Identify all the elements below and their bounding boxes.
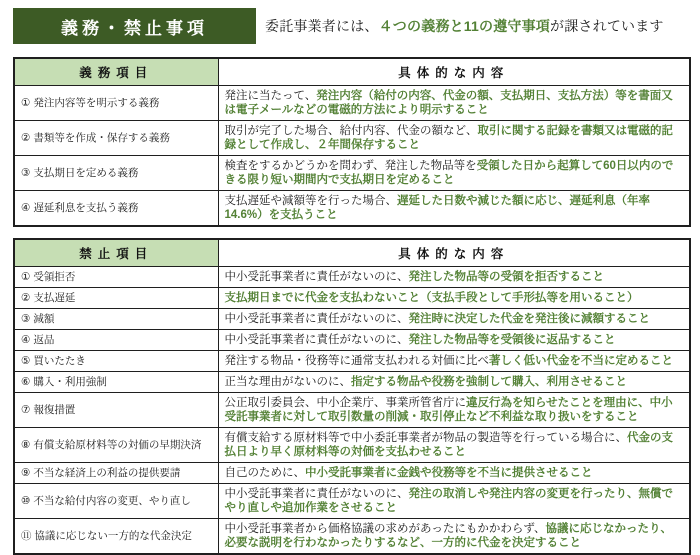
content-cell bbox=[218, 267, 690, 288]
item-cell: ⑩ 不当な給付内容の変更、やり直し bbox=[14, 484, 218, 519]
table-row bbox=[14, 191, 690, 227]
item-cell: ⑧ 有償支給原材料等の対価の早期決済 bbox=[14, 428, 218, 463]
content-highlight-text: 支払期日までに代金を支払わないこと（支払手段として手形払等を用いること） bbox=[224, 292, 639, 304]
content-plain-text: 発注に当たって、 bbox=[224, 90, 317, 102]
table-row bbox=[14, 288, 690, 309]
content-cell bbox=[218, 288, 690, 309]
page-subtitle bbox=[265, 16, 664, 36]
content-cell bbox=[218, 484, 690, 519]
obligations-table-header bbox=[14, 58, 690, 86]
content-plain-text: 中小受託事業者から価格協議の求めがあったにもかかわらず、 bbox=[224, 523, 546, 535]
table-row bbox=[14, 330, 690, 351]
prohibitions-table-header bbox=[14, 239, 690, 267]
table-row bbox=[14, 463, 690, 484]
content-highlight-text: 代金の支払日より早く原材料等の対価を支払わせること bbox=[224, 432, 673, 458]
content-highlight-text: 遅延した日数や減じた額に応じ、遅延利息（年率14.6%）を支払うこと bbox=[224, 195, 650, 221]
content-cell bbox=[218, 428, 690, 463]
content-plain-text: 中小受託事業者に責任がないのに、 bbox=[224, 313, 409, 325]
content-highlight-text: 違反行為を知らせたことを理由に、中小受託事業者に対して取引数量の削減・取引停止など不利益な取り扱いをすること bbox=[224, 397, 673, 423]
header-row bbox=[14, 239, 690, 267]
content-cell bbox=[218, 191, 690, 227]
header-row bbox=[14, 58, 690, 86]
content-plain-text: 支払遅延や減額等を行った場合、 bbox=[224, 195, 397, 207]
prohibitions-content-column-header: 具体的な内容 bbox=[218, 239, 690, 267]
prohibitions-item-column-header: 禁止項目 bbox=[14, 239, 218, 267]
content-highlight-text: 中小受託事業者に金銭や役務等を不当に提供させること bbox=[305, 467, 593, 479]
content-plain-text: 正当な理由がないのに、 bbox=[224, 376, 351, 388]
item-cell: ③ 減額 bbox=[14, 309, 218, 330]
subtitle-prefix: 委託事業者には、 bbox=[265, 18, 379, 34]
obligations-table-body bbox=[14, 86, 690, 227]
item-cell: ⑥ 購入・利用強制 bbox=[14, 372, 218, 393]
content-plain-text: 発注する物品・役務等に通常支払われる対価に比べ bbox=[224, 355, 489, 367]
content-cell bbox=[218, 86, 690, 121]
page-header bbox=[13, 8, 691, 44]
item-cell: ① 受領拒否 bbox=[14, 267, 218, 288]
item-cell: ② 支払遅延 bbox=[14, 288, 218, 309]
item-cell: ⑨ 不当な経済上の利益の提供要請 bbox=[14, 463, 218, 484]
subtitle-suffix: が課されています bbox=[550, 18, 664, 34]
content-highlight-text: 取引に関する記録を書類又は電磁的記録として作成し、２年間保存すること bbox=[224, 125, 673, 151]
item-cell: ④ 返品 bbox=[14, 330, 218, 351]
table-row bbox=[14, 484, 690, 519]
content-highlight-text: 協議に応じなかったり、必要な説明を行わなかったりするなど、一方的に代金を決定すること bbox=[224, 523, 672, 549]
item-cell: ⑪ 協議に応じない一方的な代金決定 bbox=[14, 519, 218, 555]
content-plain-text: 有償支給する原材料等で中小委託事業者が物品の製造等を行っている場合に、 bbox=[224, 432, 627, 444]
item-cell: ① 発注内容等を明示する義務 bbox=[14, 86, 218, 121]
content-cell bbox=[218, 156, 690, 191]
content-plain-text: 中小受託事業者に責任がないのに、 bbox=[224, 334, 409, 346]
content-highlight-text: 指定する物品や役務を強制して購入、利用させること bbox=[351, 376, 627, 388]
content-cell bbox=[218, 519, 690, 555]
table-row bbox=[14, 121, 690, 156]
table-row bbox=[14, 428, 690, 463]
content-highlight-text: 著しく低い代金を不当に定めること bbox=[489, 355, 673, 367]
content-highlight-text: 発注した物品等を受領後に返品すること bbox=[408, 334, 616, 346]
obligations-item-column-header: 義務項目 bbox=[14, 58, 218, 86]
prohibitions-table-body bbox=[14, 267, 690, 555]
table-row bbox=[14, 351, 690, 372]
content-plain-text: 中小受託事業者に責任がないのに、 bbox=[224, 488, 409, 500]
content-plain-text: 取引が完了した場合、給付内容、代金の額など、 bbox=[224, 125, 478, 137]
obligations-content-column-header: 具体的な内容 bbox=[218, 58, 690, 86]
content-cell bbox=[218, 121, 690, 156]
table-row bbox=[14, 267, 690, 288]
content-cell bbox=[218, 351, 690, 372]
item-cell: ④ 遅延利息を支払う義務 bbox=[14, 191, 218, 227]
obligations-table bbox=[13, 57, 691, 227]
item-cell: ② 書類等を作成・保存する義務 bbox=[14, 121, 218, 156]
prohibitions-table bbox=[13, 238, 691, 555]
item-cell: ⑤ 買いたたき bbox=[14, 351, 218, 372]
content-plain-text: 公正取引委員会、中小企業庁、事業所管省庁に bbox=[224, 397, 466, 409]
table-row bbox=[14, 309, 690, 330]
content-plain-text: 自己のために、 bbox=[224, 467, 305, 479]
content-plain-text: 中小受託事業者に責任がないのに、 bbox=[224, 271, 409, 283]
content-cell bbox=[218, 372, 690, 393]
content-plain-text: 検査をするかどうかを問わず、発注した物品等を bbox=[224, 160, 477, 172]
subtitle-highlight: ４つの義務と11の遵守事項 bbox=[378, 18, 551, 34]
item-cell: ③ 支払期日を定める義務 bbox=[14, 156, 218, 191]
page-title: 義務・禁止事項 bbox=[13, 8, 256, 44]
content-highlight-text: 発注時に決定した代金を発注後に減額すること bbox=[408, 313, 650, 325]
table-row bbox=[14, 86, 690, 121]
table-row bbox=[14, 519, 690, 555]
content-highlight-text: 受領した日から起算して60日以内のできる限り短い期間内で支払期日を定めること bbox=[224, 160, 674, 186]
content-highlight-text: 発注した物品等の受領を拒否すること bbox=[408, 271, 604, 283]
content-highlight-text: 発注の取消しや発注内容の変更を行ったり、無償でやり直しや追加作業をさせること bbox=[224, 488, 673, 514]
content-cell bbox=[218, 393, 690, 428]
content-cell bbox=[218, 463, 690, 484]
table-row bbox=[14, 156, 690, 191]
content-cell bbox=[218, 330, 690, 351]
table-row bbox=[14, 393, 690, 428]
item-cell: ⑦ 報復措置 bbox=[14, 393, 218, 428]
content-highlight-text: 発注内容（給付の内容、代金の額、支払期日、支払方法）等を書面又は電子メールなどの電磁的方法により明示すること bbox=[224, 90, 673, 116]
content-cell bbox=[218, 309, 690, 330]
table-row bbox=[14, 372, 690, 393]
